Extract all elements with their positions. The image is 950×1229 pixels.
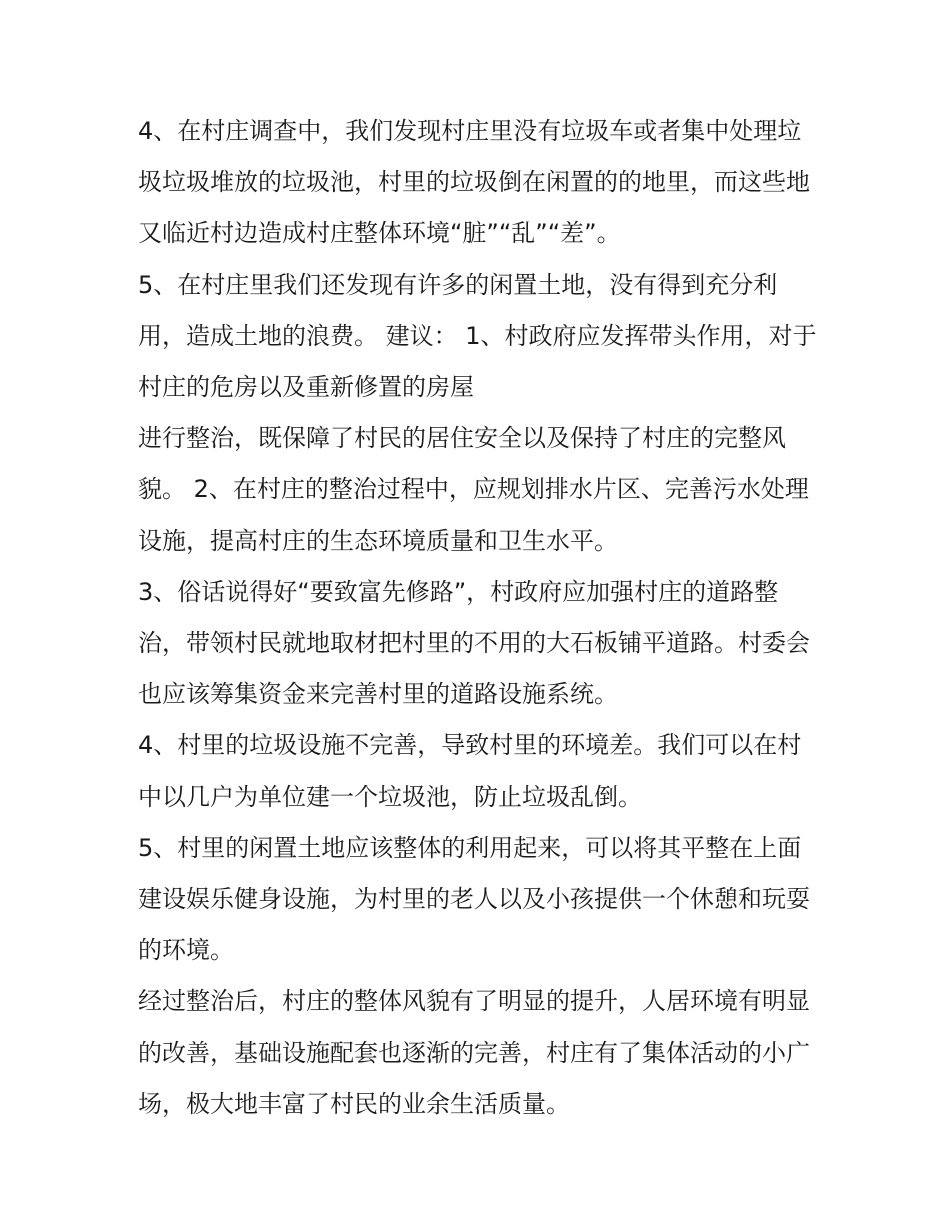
paragraph-conclusion: 经过整治后，村庄的整体风貌有了明显的提升，人居环境有明显的改善，基础设施配套也逐渐的完善，村庄有了集体活动的小广场，极大地丰富了村民的业余生活质量。 bbox=[138, 987, 810, 1118]
paragraph-garbage-survey: 4、在村庄调查中，我们发现村庄里没有垃圾车或者集中处理垃圾垃圾堆放的垃圾池，村里的垃圾倒在闲置的的地里，而这些地又临近村边造成村庄整体环境“脏”“乱”“差”。 bbox=[138, 117, 810, 248]
paragraph-suggestion-3-roads: 3、俗话说得好“要致富先修路”，村政府应加强村庄的道路整治，带领村民就地取材把村里的不用的大石板铺平道路。村委会也应该筹集资金来完善村里的道路设施系统。 bbox=[138, 577, 810, 709]
paragraph-idle-land-and-suggestion-1: 5、在村庄里我们还发现有许多的闲置土地，没有得到充分利用，造成土地的浪费。 建议： 1、村政府应发挥带头作用，对于村庄的危房以及重新修置的房屋 bbox=[138, 270, 817, 402]
paragraph-suggestion-4-garbage: 4、村里的垃圾设施不完善，导致村里的环境差。我们可以在村中以几户为单位建一个垃圾池，防止垃圾乱倒。 bbox=[138, 731, 802, 811]
paragraph-renovation-and-suggestion-2: 进行整治，既保障了村民的居住安全以及保持了村庄的完整风貌。 2、在村庄的整治过程中，应规划排水片区、完善污水处理设施，提高村庄的生态环境质量和卫生水平。 bbox=[138, 424, 809, 555]
paragraph-suggestion-5-idle-land: 5、村里的闲置土地应该整体的利用起来，可以将其平整在上面建设娱乐健身设施，为村里的老人以及小孩提供一个休憩和玩耍的环境。 bbox=[138, 833, 810, 965]
document-body bbox=[138, 106, 818, 1130]
